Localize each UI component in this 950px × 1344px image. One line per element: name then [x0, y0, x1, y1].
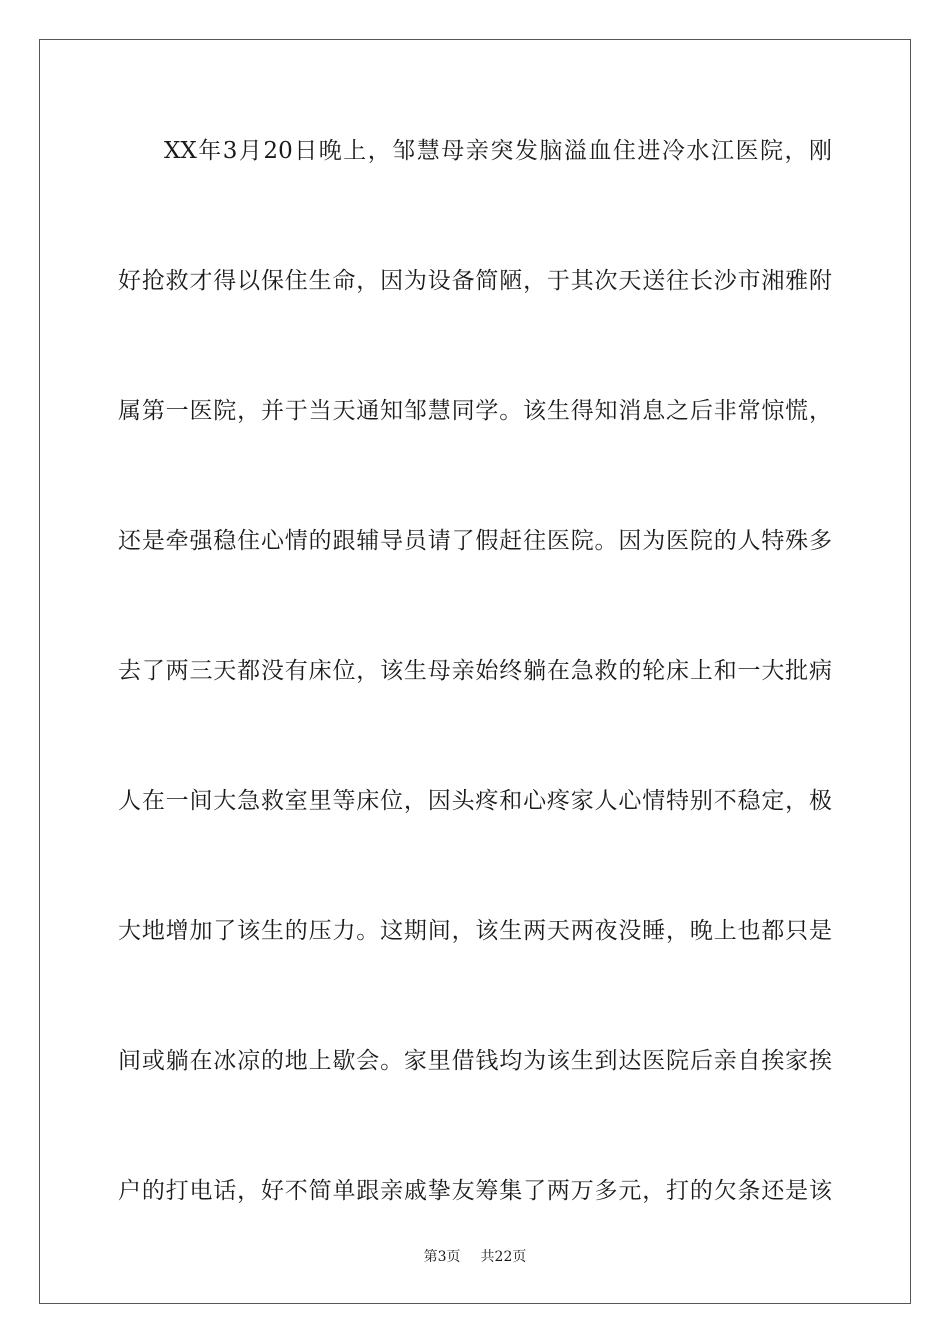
paragraph-line: 户的打电话，好不简单跟亲戚挚友筹集了两万多元，打的欠条还是该 — [118, 1178, 832, 1204]
paragraph-line: 人在一间大急救室里等床位，因头疼和心疼家人心情特别不稳定，极 — [118, 788, 832, 814]
paragraph-line: 属第一医院，并于当天通知邹慧同学。该生得知消息之后非常惊慌， — [118, 398, 832, 424]
paragraph-line: 间或躺在冰凉的地上歇会。家里借钱均为该生到达医院后亲自挨家挨 — [118, 1048, 832, 1074]
paragraph-line: XX年3月20日晚上，邹慧母亲突发脑溢血住进冷水江医院，刚 — [164, 138, 832, 164]
paragraph-line: 大地增加了该生的压力。这期间，该生两天两夜没睡，晚上也都只是 — [118, 918, 832, 944]
page-number-total: 共22页 — [480, 1249, 527, 1265]
paragraph-line: 去了两三天都没有床位，该生母亲始终躺在急救的轮床上和一大批病 — [118, 658, 832, 684]
page-number-current: 第3页 — [423, 1249, 461, 1265]
document-body — [118, 131, 832, 1301]
paragraph-line: 好抢救才得以保住生命，因为设备简陋，于其次天送往长沙市湘雅附 — [118, 268, 832, 294]
page-footer — [0, 1248, 950, 1266]
paragraph-line: 还是牵强稳住心情的跟辅导员请了假赶往医院。因为医院的人特殊多 — [118, 528, 832, 554]
